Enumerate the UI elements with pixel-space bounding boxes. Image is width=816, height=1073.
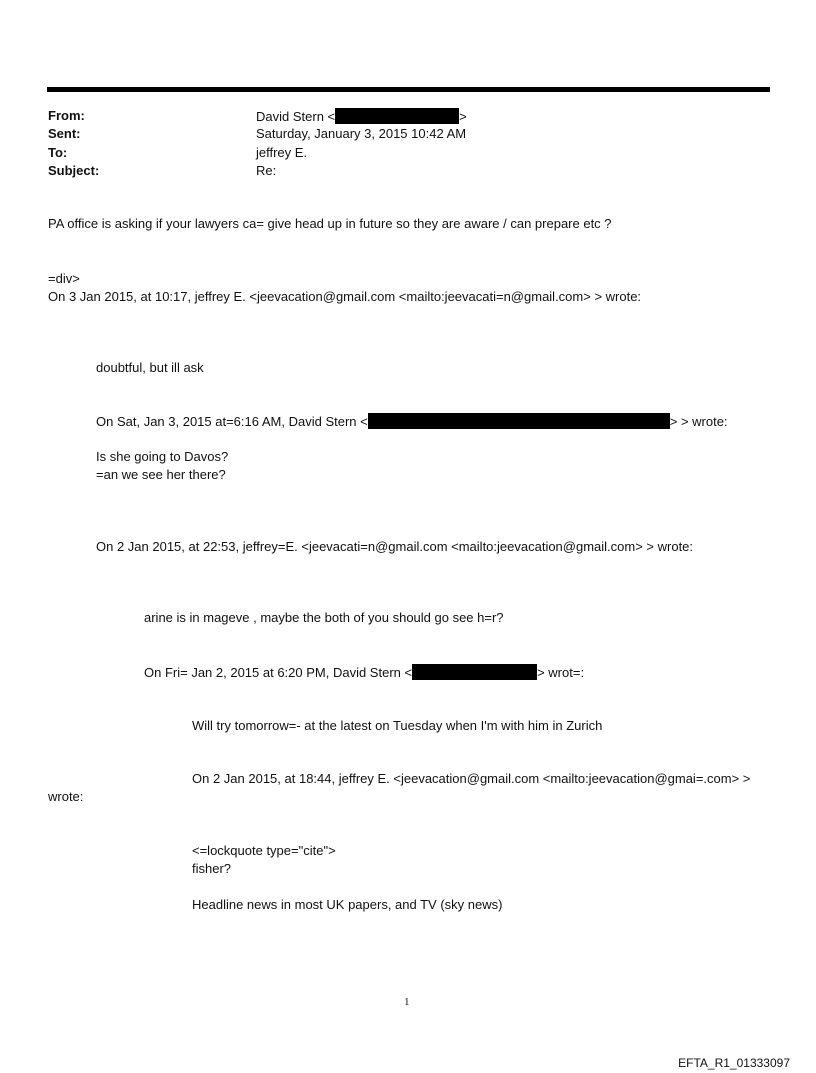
sent-label: Sent: [48,126,81,141]
body-line-13: wrote: [48,789,84,804]
body-line-15: fisher? [192,861,232,876]
from-label: From: [48,108,85,123]
sent-value: Saturday, January 3, 2015 10:42 AM [256,126,467,141]
header-rule [47,87,770,92]
from-name: David Stern < [256,109,336,124]
body-line-3: On 3 Jan 2015, at 10:17, jeffrey E. <jeevacation@gmail.com <mailto:jeevacati=n@gmail.com> > wrote: [48,289,642,304]
page-number: 1 [404,996,410,1008]
body-line-6: Is she going to Davos? [96,449,229,464]
redaction-bar [368,413,670,429]
line5-pre: On Sat, Jan 3, 2015 at=6:16 AM, David Stern < [96,414,368,429]
redaction-bar [412,664,537,680]
line10-pre: On Fri= Jan 2, 2015 at 6:20 PM, David Stern < [144,665,413,680]
body-line-8: On 2 Jan 2015, at 22:53, jeffrey=E. <jeevacati=n@gmail.com <mailto:jeevacation@gmail.com> > wrote: [96,539,694,554]
body-line-16: Headline news in most UK papers, and TV (sky news) [192,897,503,912]
body-line-11: Will try tomorrow=- at the latest on Tuesday when I'm with him in Zurich [192,718,603,733]
body-line-14: <=lockquote type="cite"> [192,843,336,858]
body-line-7: =an we see her there? [96,467,226,482]
line10-post: > wrot=: [537,665,585,680]
body-line-4: doubtful, but ill ask [96,360,204,375]
from-suffix: > [459,109,467,124]
from-value [256,108,467,124]
body-line-9: arine is in mageve , maybe the both of you should go see h=r? [144,610,504,625]
body-line-10 [144,664,584,680]
body-line-2: =div> [48,271,80,286]
line5-post: > > wrote: [669,414,728,429]
subject-value: Re: [256,163,277,178]
body-line-12: On 2 Jan 2015, at 18:44, jeffrey E. <jeevacation@gmail.com <mailto:jeevacation@gmai=.com> > [192,771,751,786]
document-id: EFTA_R1_01333097 [678,1056,790,1070]
to-value: jeffrey E. [256,145,308,160]
redaction-bar [335,108,459,124]
body-line-5 [96,413,728,429]
body-line-1: PA office is asking if your lawyers ca= give head up in future so they are aware / can prepare etc ? [48,216,612,231]
to-label: To: [48,145,68,160]
subject-label: Subject: [48,163,100,178]
